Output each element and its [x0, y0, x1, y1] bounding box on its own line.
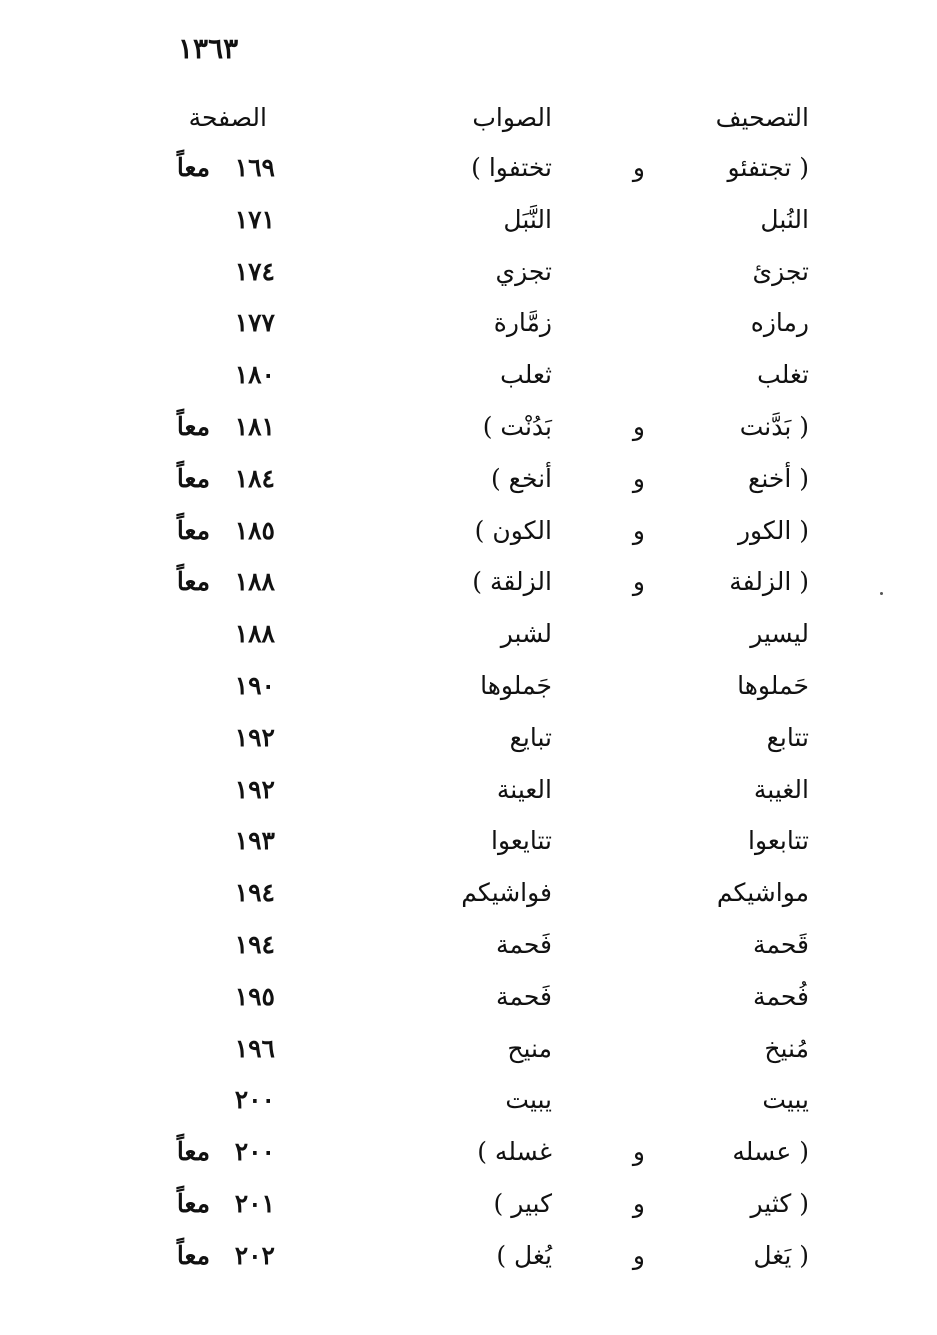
- row-page-number: ٢٠٠: [234, 1085, 275, 1114]
- row-page-number: ١٨٤: [234, 464, 275, 493]
- table-row: [0, 1132, 937, 1172]
- row-page-number: ١٩٦: [234, 1034, 275, 1063]
- row-correct-word: فَحمة: [496, 930, 552, 959]
- table-row: [0, 977, 937, 1017]
- row-conjunction: و: [632, 412, 645, 441]
- row-page-number: ١٩٣: [234, 826, 275, 855]
- row-correct-word: النَّبَل: [503, 205, 552, 234]
- row-correct-word: تختفوا ): [471, 153, 552, 182]
- row-page-number: ١٩٢: [234, 723, 275, 752]
- row-correct-word: كبير ): [493, 1189, 552, 1218]
- row-page-number: ١٧١: [234, 205, 275, 234]
- row-wrong-word: مُنيخ: [764, 1034, 809, 1063]
- row-conjunction: و: [632, 1137, 645, 1166]
- table-row: [0, 666, 937, 706]
- row-correct-word: يُغل ): [496, 1241, 552, 1270]
- row-page-number: ١٧٧: [234, 308, 275, 337]
- row-page-number: ١٩٠: [234, 671, 275, 700]
- row-wrong-word: تتابعوا: [748, 826, 809, 855]
- table-row: [0, 200, 937, 240]
- row-correct-word: جَملوها: [480, 671, 552, 700]
- table-row: [0, 252, 937, 292]
- row-page-number: ٢٠٠: [234, 1137, 275, 1166]
- row-page-number: ١٨٠: [234, 360, 275, 389]
- row-wrong-word: قَحمة: [753, 930, 809, 959]
- row-page-number: ١٨٥: [234, 516, 275, 545]
- row-correct-word: العينة: [496, 775, 552, 804]
- row-wrong-word: الغيبة: [753, 775, 809, 804]
- row-wrong-word: رمازه: [750, 308, 809, 337]
- row-page-number: ١٦٩: [234, 153, 275, 182]
- row-correct-word: تجزي: [495, 257, 552, 286]
- header-page: الصفحة: [188, 103, 267, 132]
- table-row: [0, 718, 937, 758]
- row-correct-word: زمَّارة: [493, 308, 552, 337]
- row-correct-word: أنخع ): [490, 464, 552, 493]
- row-together-note: معاً: [176, 1137, 210, 1166]
- page-number: ١٣٦٣: [178, 32, 239, 65]
- row-correct-word: تتايعوا: [491, 826, 552, 855]
- row-wrong-word: ليسير: [750, 619, 809, 648]
- table-row: [0, 148, 937, 188]
- row-page-number: ١٩٤: [234, 878, 275, 907]
- row-together-note: معاً: [176, 516, 210, 545]
- table-row: [0, 511, 937, 551]
- table-row: [0, 355, 937, 395]
- row-page-number: ٢٠٢: [234, 1241, 275, 1270]
- row-page-number: ١٨١: [234, 412, 275, 441]
- row-page-number: ١٨٨: [234, 619, 275, 648]
- row-correct-word: الكون ): [474, 516, 552, 545]
- row-correct-word: فواشيكم: [461, 878, 552, 907]
- row-wrong-word: تتابع: [766, 723, 809, 752]
- row-wrong-word: ( بَدَّنت: [739, 412, 809, 441]
- table-row: [0, 614, 937, 654]
- row-page-number: ١٩٤: [234, 930, 275, 959]
- row-page-number: ١٩٢: [234, 775, 275, 804]
- row-correct-word: لشبر: [500, 619, 552, 648]
- row-correct-word: تبايع: [509, 723, 552, 752]
- table-row: [0, 407, 937, 447]
- row-together-note: معاً: [176, 1241, 210, 1270]
- table-row: [0, 770, 937, 810]
- row-together-note: معاً: [176, 412, 210, 441]
- table-header: [0, 98, 937, 138]
- row-correct-word: يبيت: [505, 1085, 552, 1114]
- row-conjunction: و: [632, 567, 645, 596]
- row-wrong-word: ( يَغل: [753, 1241, 809, 1270]
- table-row: [0, 873, 937, 913]
- table-row: [0, 303, 937, 343]
- row-correct-word: بَدُنْت ): [482, 412, 552, 441]
- row-correct-word: ثعلب: [500, 360, 552, 389]
- row-conjunction: و: [632, 464, 645, 493]
- row-wrong-word: ( عسله: [732, 1137, 809, 1166]
- table-row: [0, 1080, 937, 1120]
- row-together-note: معاً: [176, 567, 210, 596]
- table-row: [0, 459, 937, 499]
- row-together-note: معاً: [176, 464, 210, 493]
- row-wrong-word: تجزئ: [752, 257, 809, 286]
- row-conjunction: و: [632, 1189, 645, 1218]
- row-wrong-word: ( الزلفة: [729, 567, 809, 596]
- row-conjunction: و: [632, 153, 645, 182]
- table-row: [0, 1184, 937, 1224]
- table-row: [0, 1236, 937, 1276]
- header-correct: الصواب: [472, 103, 552, 132]
- row-wrong-word: ( الكور: [737, 516, 809, 545]
- row-conjunction: و: [632, 516, 645, 545]
- header-wrong: التصحيف: [715, 103, 809, 132]
- row-wrong-word: حَملوها: [737, 671, 809, 700]
- scan-speck: [880, 592, 883, 595]
- row-page-number: ١٧٤: [234, 257, 275, 286]
- row-page-number: ١٩٥: [234, 982, 275, 1011]
- table-row: [0, 562, 937, 602]
- row-together-note: معاً: [176, 153, 210, 182]
- row-wrong-word: يبيت: [762, 1085, 809, 1114]
- row-wrong-word: ( كثير: [750, 1189, 809, 1218]
- row-conjunction: و: [632, 1241, 645, 1270]
- row-wrong-word: فُحمة: [753, 982, 809, 1011]
- row-page-number: ١٨٨: [234, 567, 275, 596]
- row-correct-word: غسله ): [477, 1137, 552, 1166]
- row-wrong-word: ( تجتفئو: [727, 153, 809, 182]
- row-together-note: معاً: [176, 1189, 210, 1218]
- table-row: [0, 1029, 937, 1069]
- row-page-number: ٢٠١: [234, 1189, 275, 1218]
- row-correct-word: منيح: [507, 1034, 552, 1063]
- row-correct-word: الزلقة ): [472, 567, 552, 596]
- table-row: [0, 925, 937, 965]
- table-row: [0, 821, 937, 861]
- row-correct-word: فَحمة: [496, 982, 552, 1011]
- row-wrong-word: تغلب: [757, 360, 809, 389]
- row-wrong-word: ( أخنع: [748, 464, 809, 493]
- row-wrong-word: النُبل: [760, 205, 809, 234]
- row-wrong-word: مواشيكم: [716, 878, 809, 907]
